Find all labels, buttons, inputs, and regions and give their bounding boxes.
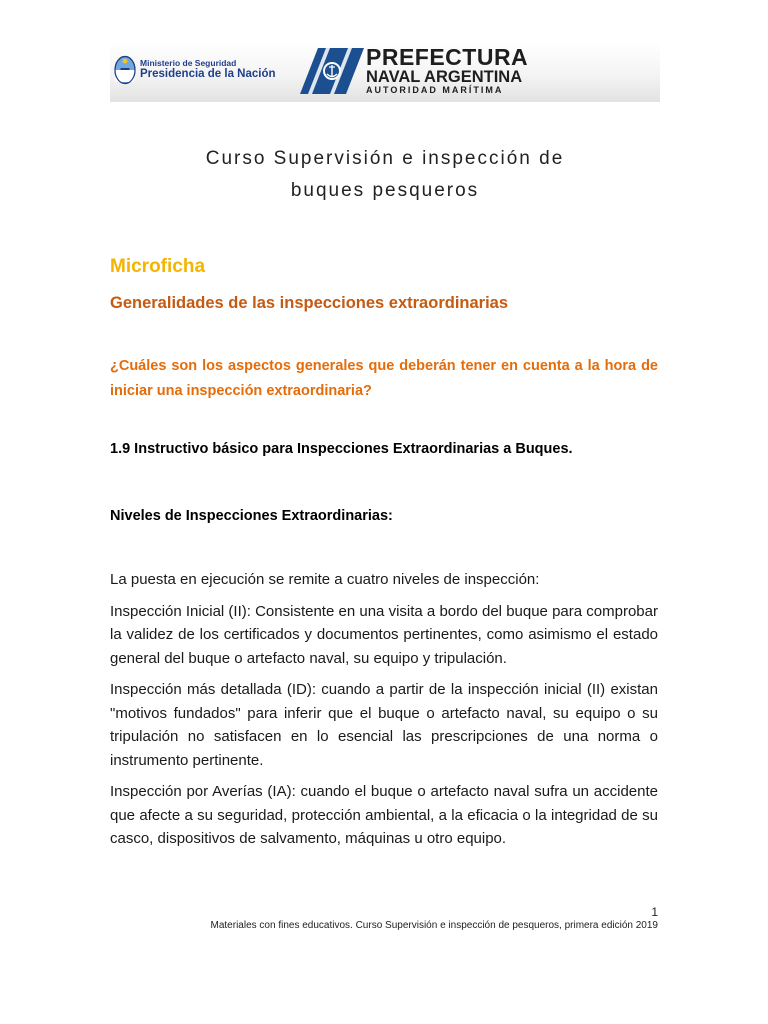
section-subtitle: Generalidades de las inspecciones extraordinarias	[110, 294, 509, 312]
ministry-line1: Ministerio de Seguridad	[140, 58, 237, 68]
prefectura-line2: NAVAL ARGENTINA	[366, 68, 523, 86]
levels-heading: Niveles de Inspecciones Extraordinarias:	[110, 508, 393, 524]
paragraph-intro: La puesta en ejecución se remite a cuatro niveles de inspección:	[110, 571, 540, 588]
course-title-line1: Curso Supervisión e inspección de	[205, 148, 565, 169]
paragraph-inspeccion-inicial: Inspección Inicial (II): Consistente en una visita a bordo del buque para comprobar la validez de los certificados y documentos pertinentes, como asimismo el estado general del buque o artefacto naval, su equipo y tripulación.	[110, 602, 658, 667]
course-title	[110, 143, 660, 207]
footer-note: Materiales con fines educativos. Curso Supervisión e inspección de pesqueros, primera edición 2019	[210, 920, 658, 931]
prefectura-line1: PREFECTURA	[366, 44, 529, 70]
prefectura-emblem-icon	[300, 48, 364, 94]
page-number: 1	[651, 905, 658, 919]
prefectura-wordmark	[366, 46, 626, 96]
body-text	[110, 568, 658, 859]
section-heading: 1.9 Instructivo básico para Inspecciones Extraordinarias a Buques.	[110, 441, 573, 457]
ministry-logo	[114, 54, 284, 86]
guiding-question: ¿Cuáles son los aspectos generales que deberán tener en cuenta a la hora de iniciar una inspección extraordinaria?	[110, 358, 658, 399]
prefectura-line3: AUTORIDAD MARÍTIMA	[366, 85, 504, 95]
ministry-line2: Presidencia de la Nación	[140, 68, 276, 80]
paragraph-inspeccion-averias: Inspección por Averías (IA): cuando el buque o artefacto naval sufra un accidente que afecte a su seguridad, protección ambiental, a la eficacia o la integridad de su casco, dispositivos de salvamento, máquinas u otro equipo.	[110, 783, 658, 847]
header-banner	[110, 42, 660, 102]
argentina-coat-of-arms-icon	[114, 55, 136, 85]
paragraph-inspeccion-detallada: Inspección más detallada (ID): cuando a partir de la inspección inicial (II) existan "motivos fundados" para inferir que el buque o artefacto naval, su equipo o su tripulación no satisfacen en lo esencial las prescripciones de una norma o instrumento pertinente.	[110, 681, 658, 769]
microficha-label: Microficha	[110, 256, 206, 277]
course-title-line2: buques pesqueros	[290, 180, 480, 201]
